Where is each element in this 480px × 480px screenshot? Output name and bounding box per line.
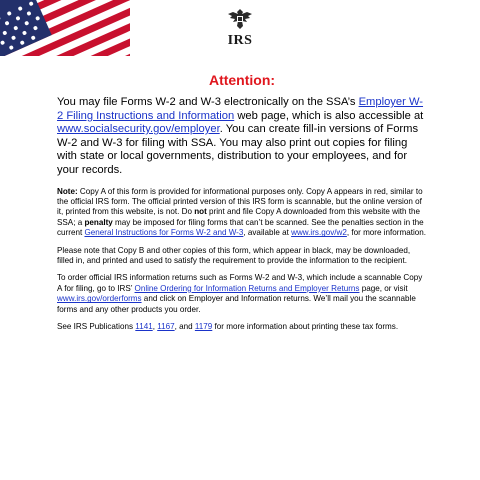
note-label: Note: [57,186,78,196]
text-span: for more information about printing these tax forms. [212,322,399,332]
text-span: See IRS Publications [57,322,136,332]
employer-w2-filing-link[interactable]: Employer W-2 Filing Instructions and Information [57,96,424,122]
text-span: To order official IRS information returns such as Forms W-2 and W-3, which include a scannable Copy A for filing, go to IRS’ [57,273,423,293]
attention-heading: Attention: [208,72,276,88]
publication-1167-link[interactable]: 1167 [157,322,175,332]
socialsecurity-employer-link[interactable]: www.socialsecurity.gov/employer [57,123,220,136]
eagle-icon [227,8,253,30]
publication-1141-link[interactable]: 1141 [135,322,153,332]
general-instructions-link[interactable]: General Instructions for Forms W-2 and W-3 [84,228,244,238]
publication-1179-link[interactable]: 1179 [194,322,213,332]
bold-penalty: penalty [84,217,113,227]
text-span: web page, which is also accessible at [234,109,424,122]
us-flag-icon [0,0,130,56]
us-flag-banner [0,0,130,56]
order-forms-paragraph [57,273,427,315]
irs-logo-text: IRS [227,33,253,48]
text-span: may be imposed for filing forms that can’t be scanned. See the penalties section in the current [57,217,424,238]
text-span: and click on Employer and Information returns. We’ll mail you the scannable forms and any other products you order. [57,294,416,314]
online-ordering-link[interactable]: Online Ordering for Information Returns and Employer Returns [134,283,360,293]
electronic-filing-paragraph [57,96,427,178]
note-paragraph [57,187,427,239]
copy-b-paragraph: Please note that Copy B and other copies of this form, which appear in black, may be downloaded, filled in, and printed and used to satisfy the requirement to provide the information to the recipient. [57,245,411,265]
text-span: print and file Copy A downloaded from this website with the SSA; a [57,207,421,227]
irs-logo [225,8,255,49]
text-span: , and [174,322,195,332]
text-span: , available at [243,228,292,238]
text-span: , for more information. [346,228,427,238]
irs-w2-link[interactable]: www.irs.gov/w2 [291,228,347,238]
text-span: . You can create fill-in versions of Forms W-2 and W-3 for filing with SSA. You may also print out copies for filing with state or local governments, distribution to your employees, and for your records. [57,123,419,176]
publications-paragraph [57,322,427,332]
text-span: , [152,322,158,332]
text-span: Copy A of this form is provided for informational purposes only. Copy A appears in red, similar to the official IRS form. The official printed version of this IRS form is scannable, but the online version of it, printed from this website, is not. Do [57,186,423,217]
notice-content [57,68,427,339]
text-span: page, or visit [359,283,408,293]
irs-orderforms-link[interactable]: www.irs.gov/orderforms [57,294,142,304]
bold-not: not [194,207,207,217]
text-span: You may file Forms W-2 and W-3 electronically on the SSA’s [57,96,359,108]
